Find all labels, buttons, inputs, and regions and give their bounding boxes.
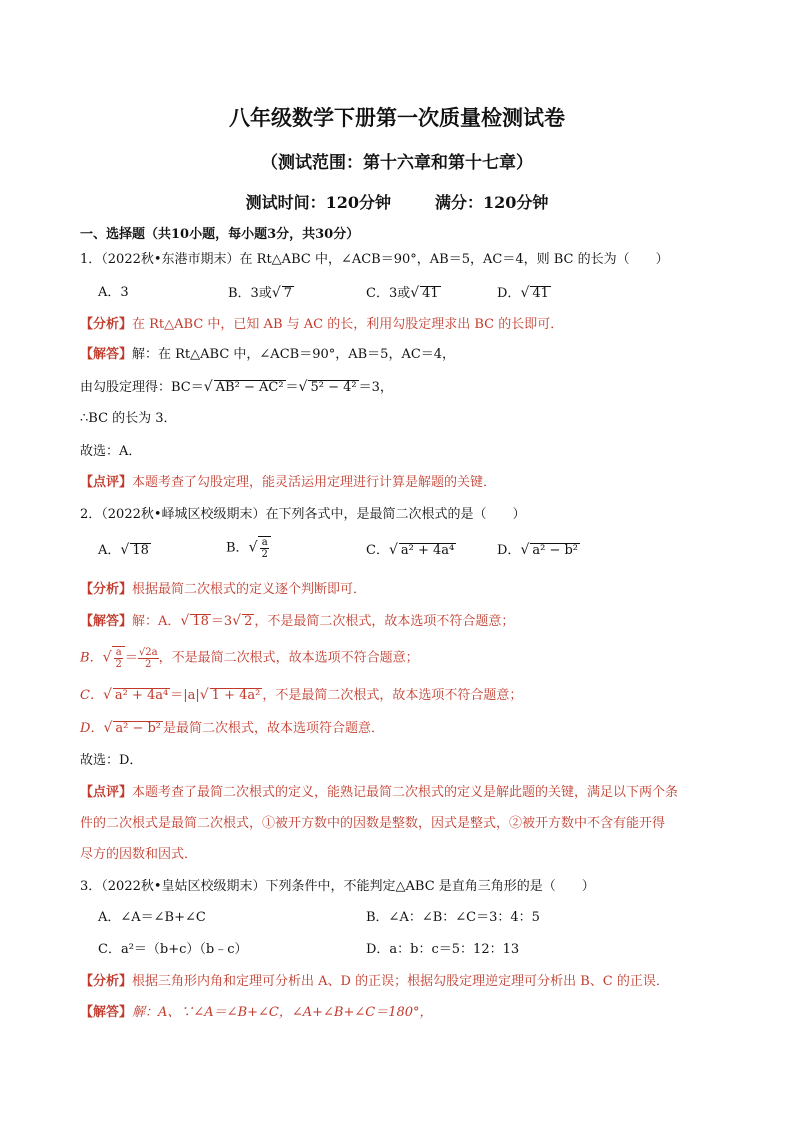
q2-answer-b: B．√ $\frac{a}{2}$ ＝ $\frac{√2a}{2}$ ，不是最简二次根式，故本选项不符合题意； [80, 646, 419, 670]
q2-answer-a: 【解答】解：A．√ 18 ＝3√ 2 ，不是最简二次根式，故本选项不符合题意； [80, 613, 515, 629]
q2-comment-3: 尽方的因数和因式． [80, 847, 198, 862]
section-heading: 一、选择题（共10小题，每小题3分，共30分） [80, 227, 360, 242]
q1-option-a: A．3 [98, 285, 129, 300]
q1-option-d: D．√ 41 [497, 285, 549, 301]
q3-option-d: D．a：b：c＝5：12：13 [366, 942, 520, 957]
q2-analysis: 【分析】根据最简二次根式的定义逐个判断即可． [80, 582, 367, 597]
q1-answer: 【解答】解：在 Rt△ABC 中，∠ACB＝90°，AB＝5，AC＝4， [80, 347, 456, 362]
q3-option-c: C．a²＝（b+c）（b﹣c） [98, 942, 248, 957]
time-label: 测试时间：120分钟 [245, 193, 391, 212]
q2-comment-2: 件的二次根式是最简二次根式，①被开方数中的因数是整数，因式是整式，②被开方数中不含有能开得 [80, 816, 666, 831]
q1-option-c: C．3或√ 41 [366, 285, 439, 301]
q2-answer-c: C．√ a² + 4a⁴ ＝|a|√ 1 + 4a² ，不是最简二次根式，故本选项不符合题意； [80, 687, 523, 703]
q3-answer: 【解答】解：A、∵∠A＝∠B+∠C，∠A+∠B+∠C＝180°， [80, 1005, 433, 1020]
q1-comment: 【点评】本题考查了勾股定理，能灵活运用定理进行计算是解题的关键． [80, 475, 497, 490]
q3-stem: 3．（2022秋•皇姑区校级期末）下列条件中，不能判定△ABC 是直角三角形的是（ ） [80, 879, 595, 894]
q1-step1: 由勾股定理得：BC＝√ AB² − AC² ＝√ 5² − 4² ＝3， [80, 379, 393, 395]
q1-stem: 1．（2022秋•东港市期末）在 Rt△ABC 中，∠ACB＝90°，AB＝5，AC＝4，则 BC 的长为（ ） [80, 252, 669, 267]
q2-comment-1: 【点评】本题考查了最简二次根式的定义，能熟记最简二次根式的定义是解此题的关键，满足以下两个条 [80, 785, 679, 800]
exam-info [0, 190, 794, 213]
page-title: 八年级数学下册第一次质量检测试卷 [229, 105, 565, 130]
q1-step2: ∴BC 的长为 3． [80, 411, 177, 426]
q3-option-a: A．∠A＝∠B+∠C [98, 910, 206, 925]
q1-choice: 故选：A． [80, 444, 142, 459]
q3-option-b: B．∠A：∠B：∠C＝3：4：5 [366, 910, 540, 925]
q2-option-a: A．√ 18 [98, 542, 149, 558]
q2-option-d: D．√ a² − b² [497, 542, 579, 558]
q2-answer-d: D．√ a² − b² 是最简二次根式，故本选项符合题意． [80, 720, 385, 736]
q2-choice: 故选：D． [80, 753, 143, 768]
q2-option-c: C．√ a² + 4a⁴ [366, 542, 455, 558]
q2-option-b: B．√ $\frac{a}{2}$ [226, 536, 271, 560]
q2-stem: 2．（2022秋•峄城区校级期末）在下列各式中，是最简二次根式的是（ ） [80, 507, 526, 522]
q1-analysis: 【分析】在 Rt△ABC 中，已知 AB 与 AC 的长，利用勾股定理求出 BC 的长即可． [80, 317, 564, 332]
score-label: 满分：120分钟 [435, 193, 549, 212]
q3-analysis: 【分析】根据三角形内角和定理可分析出 A、D 的正误；根据勾股定理逆定理可分析出 B、C 的正误． [80, 974, 669, 989]
page-subtitle: （测试范围：第十六章和第十七章） [261, 153, 533, 173]
q1-option-b: B．3或√ 7 [228, 285, 293, 301]
